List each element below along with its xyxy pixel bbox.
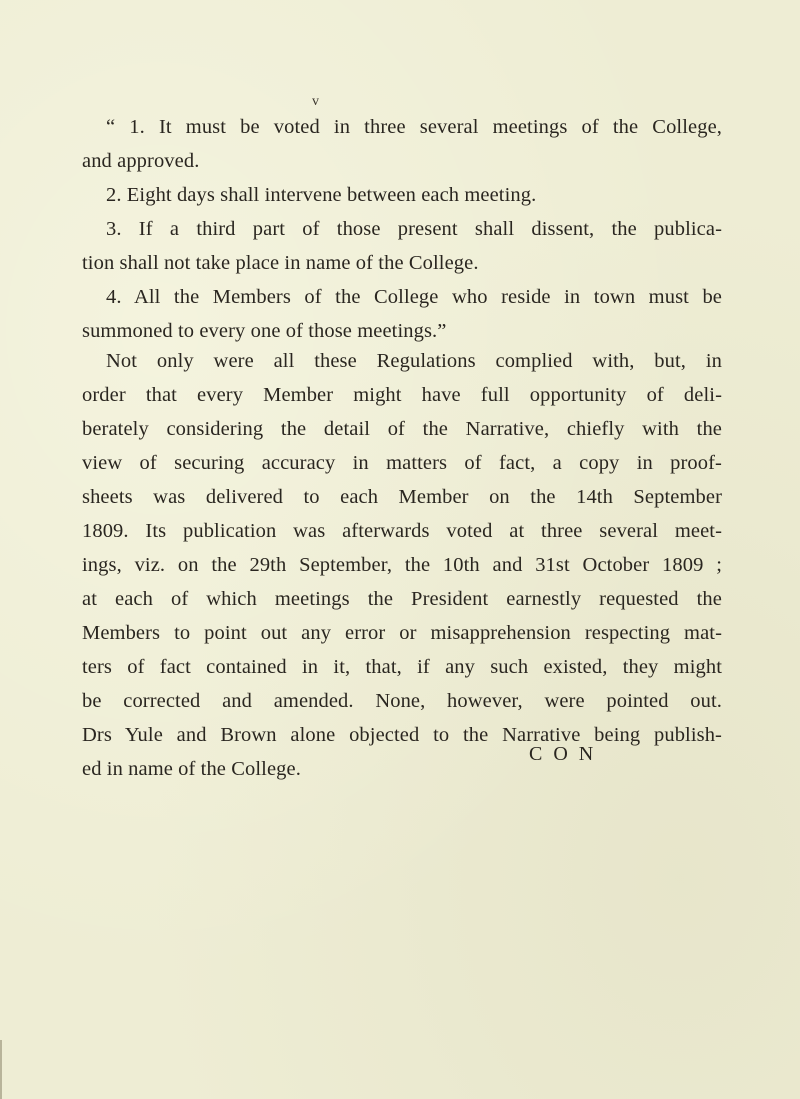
- quote-line: and approved.: [82, 150, 200, 172]
- paragraph-line: at each of which meetings the President earnestly requested the: [82, 588, 722, 610]
- paragraph-line: order that every Member might have full opportunity of deli-: [82, 384, 722, 406]
- quote-line: summoned to every one of those meetings.”: [82, 320, 447, 342]
- quote-line: 4. All the Members of the College who reside in town must be: [106, 286, 722, 308]
- body-paragraph: [82, 344, 722, 786]
- paragraph-line: 1809. Its publication was afterwards voted at three several meet-: [82, 520, 722, 542]
- paragraph-line: berately considering the detail of the Narrative, chiefly with the: [82, 418, 722, 440]
- paragraph-line: ed in name of the College.: [82, 758, 301, 780]
- signature-mark: v: [312, 94, 319, 109]
- quoted-regulations: [82, 110, 722, 348]
- paragraph-line: Members to point out any error or misapprehension respecting mat-: [82, 622, 722, 644]
- quote-line: tion shall not take place in name of the College.: [82, 252, 479, 274]
- quote-line: “ 1. It must be voted in three several meetings of the College,: [106, 116, 722, 138]
- paragraph-line: sheets was delivered to each Member on the 14th September: [82, 486, 722, 508]
- paragraph-line: Drs Yule and Brown alone objected to the Narrative being publish-: [82, 724, 722, 746]
- paragraph-line: ings, viz. on the 29th September, the 10th and 31st October 1809 ;: [82, 554, 722, 576]
- catchword: C O N: [529, 743, 597, 765]
- paragraph-line: be corrected and amended. None, however, were pointed out.: [82, 690, 722, 712]
- paragraph-line: view of securing accuracy in matters of fact, a copy in proof-: [82, 452, 722, 474]
- page-edge: [0, 1040, 2, 1099]
- quote-line: 3. If a third part of those present shall dissent, the publica-: [106, 218, 722, 240]
- paragraph-line: Not only were all these Regulations complied with, but, in: [106, 350, 722, 372]
- paragraph-line: ters of fact contained in it, that, if any such existed, they might: [82, 656, 722, 678]
- quote-line: 2. Eight days shall intervene between each meeting.: [106, 184, 537, 206]
